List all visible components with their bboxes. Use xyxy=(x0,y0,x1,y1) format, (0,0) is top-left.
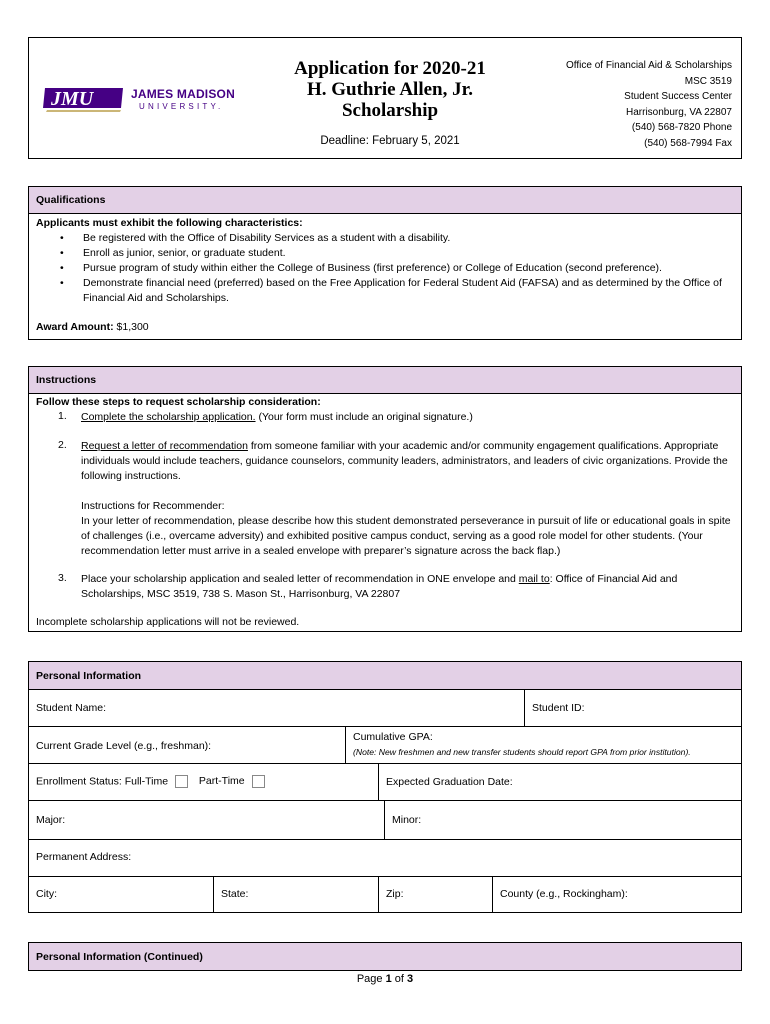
step3-link[interactable]: mail to xyxy=(518,573,550,585)
list-item: • Demonstrate financial need (preferred) based on the Free Application for Federal Student Aid (FAFSA) and as determined by the Office of Financial Aid and Scholarships. xyxy=(36,276,726,306)
full-time-checkbox[interactable] xyxy=(175,775,188,788)
student-id-field[interactable]: Student ID: xyxy=(532,702,585,714)
step2-number: 2. xyxy=(58,439,67,451)
title-line1: Application for 2020-21 xyxy=(294,58,486,79)
grade-level-field[interactable]: Current Grade Level (e.g., freshman): xyxy=(36,740,212,752)
instructions-intro: Follow these steps to request scholarship consideration: xyxy=(36,396,321,408)
office-address xyxy=(566,58,732,151)
award-amount xyxy=(36,320,726,335)
step3-number: 3. xyxy=(58,572,67,584)
row-divider xyxy=(28,876,742,877)
personal-info-continued-header: Personal Information (Continued) xyxy=(28,942,742,971)
permanent-address-field[interactable]: Permanent Address: xyxy=(36,851,132,863)
step1-text xyxy=(81,410,731,425)
step2-rest: from someone familiar with your academic and/or community engagement qualifications. Appropriate individuals would include teachers, guidance counselors, community leaders, administrators, and leaders of civic organizations. Provide the following instructions. xyxy=(81,440,728,482)
jmu-logo xyxy=(41,84,241,118)
title-line3: Scholarship xyxy=(341,100,439,121)
step1-rest: (Your form must include an original signature.) xyxy=(255,411,473,423)
step3-text xyxy=(81,572,721,602)
deadline: Deadline: February 5, 2021 xyxy=(320,135,460,147)
office-line: (540) 568-7994 Fax xyxy=(644,137,732,149)
office-line: MSC 3519 xyxy=(684,75,732,87)
title-line2: H. Guthrie Allen, Jr. xyxy=(306,79,474,100)
page-prefix: Page xyxy=(356,973,386,985)
state-field[interactable]: State: xyxy=(221,888,249,900)
graduation-date-field[interactable]: Expected Graduation Date: xyxy=(386,776,513,788)
page-total: 3 xyxy=(407,973,414,985)
instructions-footer: Incomplete scholarship applications will not be reviewed. xyxy=(36,616,300,628)
full-time-label: Enrollment Status: Full-Time xyxy=(36,775,169,788)
row-divider xyxy=(28,800,742,801)
list-item: • Pursue program of study within either the College of Business (first preference) or College of Education (second preference). xyxy=(36,261,726,276)
gpa-note: (Note: New freshmen and new transfer students should report GPA from prior institution). xyxy=(353,747,691,757)
qualifications-body xyxy=(36,216,726,335)
recommender-title: Instructions for Recommender: xyxy=(81,500,225,512)
row-divider xyxy=(28,726,742,727)
award-value: $1,300 xyxy=(116,321,149,333)
page-title xyxy=(250,58,530,121)
enrollment-status xyxy=(36,775,265,788)
office-line: Harrisonburg, VA 22807 xyxy=(626,106,732,118)
gpa-field[interactable]: Cumulative GPA: xyxy=(353,731,433,743)
part-time-label: Part-Time xyxy=(198,775,245,788)
step1-number: 1. xyxy=(58,410,67,422)
zip-field[interactable]: Zip: xyxy=(386,888,404,900)
list-item: • Be registered with the Office of Disability Services as a student with a disability. xyxy=(36,231,726,246)
step3-pre: Place your scholarship application and sealed letter of recommendation in ONE envelope and xyxy=(81,573,519,585)
instructions-header: Instructions xyxy=(28,366,742,394)
qualifications-list xyxy=(36,231,726,306)
logo-mark-text: JMU xyxy=(51,88,94,110)
recommender-text: In your letter of recommendation, please describe how this student demonstrated perseverance in pursuit of life or educational goals in spite of challenges (i.e., overcame adversity) and exhibited positive campus conduct, serving as a good role model for other students. (Your recommendation letter must arrive in a sealed envelope with preparer’s signature across the back flap.) xyxy=(81,515,731,557)
personal-info-header: Personal Information xyxy=(28,661,742,690)
cell-divider xyxy=(384,800,385,839)
office-line: Office of Financial Aid & Scholarships xyxy=(565,60,732,71)
step1-link[interactable]: Complete the scholarship application. xyxy=(81,411,256,423)
page-number xyxy=(0,973,770,985)
list-item: • Enroll as junior, senior, or graduate student. xyxy=(36,246,726,261)
county-field[interactable]: County (e.g., Rockingham): xyxy=(500,888,628,900)
recommender-instructions xyxy=(81,499,733,559)
row-divider xyxy=(28,839,742,840)
page-of: of xyxy=(391,973,408,985)
row-divider xyxy=(28,763,742,764)
cell-divider xyxy=(492,876,493,913)
city-field[interactable]: City: xyxy=(36,888,57,900)
logo-name-line2: UNIVERSITY. xyxy=(139,102,224,111)
cell-divider xyxy=(524,690,525,726)
cell-divider xyxy=(378,763,379,800)
step2-link[interactable]: Request a letter of recommendation xyxy=(81,440,248,452)
step3-rest: : Office of Financial Aid and Scholarships, MSC 3519, 738 S. Mason St., Harrisonburg, VA 22807 xyxy=(81,573,678,600)
cell-divider xyxy=(213,876,214,913)
major-field[interactable]: Major: xyxy=(36,814,66,826)
instructions-body xyxy=(36,395,732,631)
office-line: (540) 568-7820 Phone xyxy=(631,122,732,133)
cell-divider xyxy=(345,726,346,763)
student-name-field[interactable]: Student Name: xyxy=(36,702,107,714)
qualifications-intro: Applicants must exhibit the following characteristics: xyxy=(36,217,303,229)
minor-field[interactable]: Minor: xyxy=(392,814,422,826)
logo-name-line1: JAMES MADISON xyxy=(131,87,235,101)
part-time-checkbox[interactable] xyxy=(252,775,265,788)
office-line: Student Success Center xyxy=(624,91,732,102)
award-label: Award Amount: xyxy=(36,321,114,333)
qualifications-header: Qualifications xyxy=(28,186,742,214)
page-current: 1 xyxy=(385,973,392,985)
cell-divider xyxy=(378,876,379,913)
step2-text xyxy=(81,439,731,484)
